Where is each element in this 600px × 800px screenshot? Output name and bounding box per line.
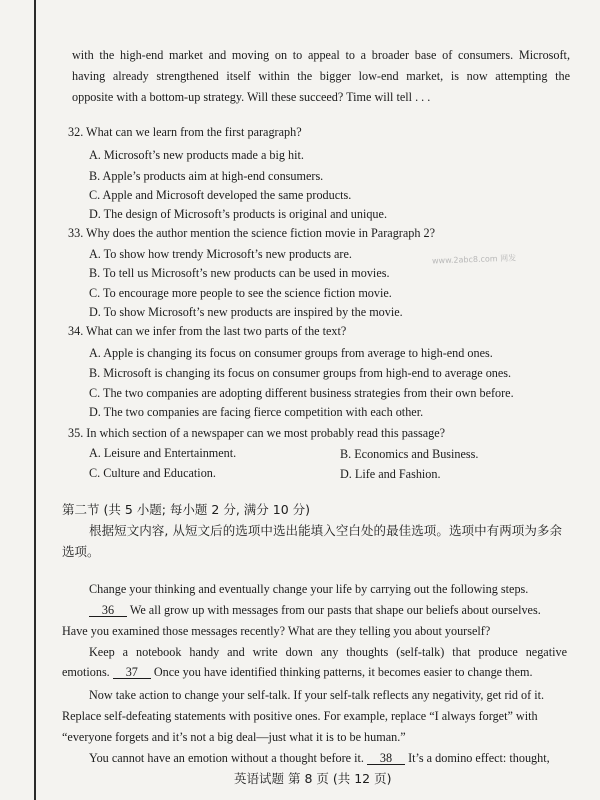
question-35-option-c: C. Culture and Education. bbox=[89, 466, 216, 480]
passage-paragraph-4-line-1 bbox=[89, 751, 550, 765]
passage-paragraph-3-line-3: “everyone forgets and it’s not a big deal—just what it is to be human.” bbox=[62, 730, 406, 744]
passage-end-line-1: with the high-end market and moving on to appeal to a broader base of consumers. Microsoft, bbox=[72, 48, 570, 62]
question-33-option-b: B. To tell us Microsoft’s new products can be used in movies. bbox=[89, 266, 390, 280]
passage-paragraph-2-line-1: Keep a notebook handy and write down any thoughts (self-talk) that produce negative bbox=[89, 645, 567, 659]
paragraph-1-text: We all grow up with messages from our pasts that shape our beliefs about ourselves. bbox=[129, 603, 541, 617]
question-34-stem: 34. What can we infer from the last two parts of the text? bbox=[68, 324, 347, 338]
question-33-option-c: C. To encourage more people to see the science fiction movie. bbox=[89, 286, 392, 300]
passage-paragraph-3-line-2: Replace self-defeating statements with positive ones. For example, replace “I always forget” with bbox=[62, 709, 538, 723]
question-35-option-d: D. Life and Fashion. bbox=[340, 467, 441, 481]
section-2-instruction-line-2: 选项。 bbox=[62, 544, 100, 559]
section-2-heading: 第二节 (共 5 小题; 每小题 2 分, 满分 10 分) bbox=[62, 502, 311, 517]
question-34-option-d: D. The two companies are facing fierce competition with each other. bbox=[89, 405, 424, 419]
passage-paragraph-3-line-1: Now take action to change your self-talk. If your self-talk reflects any negativity, get rid of it. bbox=[89, 688, 545, 702]
binding-margin-line bbox=[34, 0, 36, 800]
passage-intro: Change your thinking and eventually change your life by carrying out the following steps. bbox=[89, 582, 529, 596]
paragraph-4-lead: You cannot have an emotion without a thought before it. bbox=[89, 751, 364, 765]
section-2-instruction-line-1: 根据短文内容, 从短文后的选项中选出能填入空白处的最佳选项。选项中有两项为多余 bbox=[89, 523, 562, 538]
question-32-stem: 32. What can we learn from the first paragraph? bbox=[68, 125, 302, 139]
question-35-option-b: B. Economics and Business. bbox=[340, 447, 479, 461]
watermark: www.2abc8.com 网发 bbox=[431, 253, 517, 266]
question-33-option-a: A. To show how trendy Microsoft’s new products are. bbox=[89, 247, 352, 261]
question-34-option-c: C. The two companies are adopting different business strategies from their own before. bbox=[89, 386, 514, 400]
paragraph-2-lead: emotions. bbox=[62, 665, 110, 679]
question-33-stem: 33. Why does the author mention the science fiction movie in Paragraph 2? bbox=[68, 226, 435, 240]
passage-paragraph-1-line-2: Have you examined those messages recently? What are they telling you about yourself? bbox=[62, 624, 491, 638]
passage-paragraph-2-line-2 bbox=[62, 665, 533, 679]
question-35-stem: 35. In which section of a newspaper can we most probably read this passage? bbox=[68, 426, 446, 440]
question-32-option-c: C. Apple and Microsoft developed the same products. bbox=[89, 188, 352, 202]
passage-end-line-2: having already strengthened itself within the bigger low-end market, is now attempting the bbox=[72, 69, 570, 83]
question-32-option-b: B. Apple’s products aim at high-end consumers. bbox=[89, 169, 324, 183]
paragraph-4-tail: It’s a domino effect: thought, bbox=[408, 751, 550, 765]
question-34-option-a: A. Apple is changing its focus on consumer groups from average to high-end ones. bbox=[89, 346, 493, 360]
question-32-option-a: A. Microsoft’s new products made a big hit. bbox=[89, 148, 304, 162]
passage-end-line-3: opposite with a bottom-up strategy. Will these succeed? Time will tell . . . bbox=[72, 90, 431, 104]
blank-37: 37 bbox=[113, 666, 151, 679]
question-34-option-b: B. Microsoft is changing its focus on consumer groups from high-end to average ones. bbox=[89, 366, 512, 380]
passage-paragraph-1-line-1 bbox=[89, 603, 541, 617]
question-35-option-a: A. Leisure and Entertainment. bbox=[89, 446, 237, 460]
blank-38: 38 bbox=[367, 752, 405, 765]
paragraph-2-tail: Once you have identified thinking patterns, it becomes easier to change them. bbox=[153, 665, 533, 679]
page-footer: 英语试题 第 8 页 (共 12 页) bbox=[234, 771, 392, 786]
question-33-option-d: D. To show Microsoft’s new products are inspired by the movie. bbox=[89, 305, 403, 319]
blank-36: 36 bbox=[89, 604, 127, 617]
question-32-option-d: D. The design of Microsoft’s products is original and unique. bbox=[89, 207, 387, 221]
